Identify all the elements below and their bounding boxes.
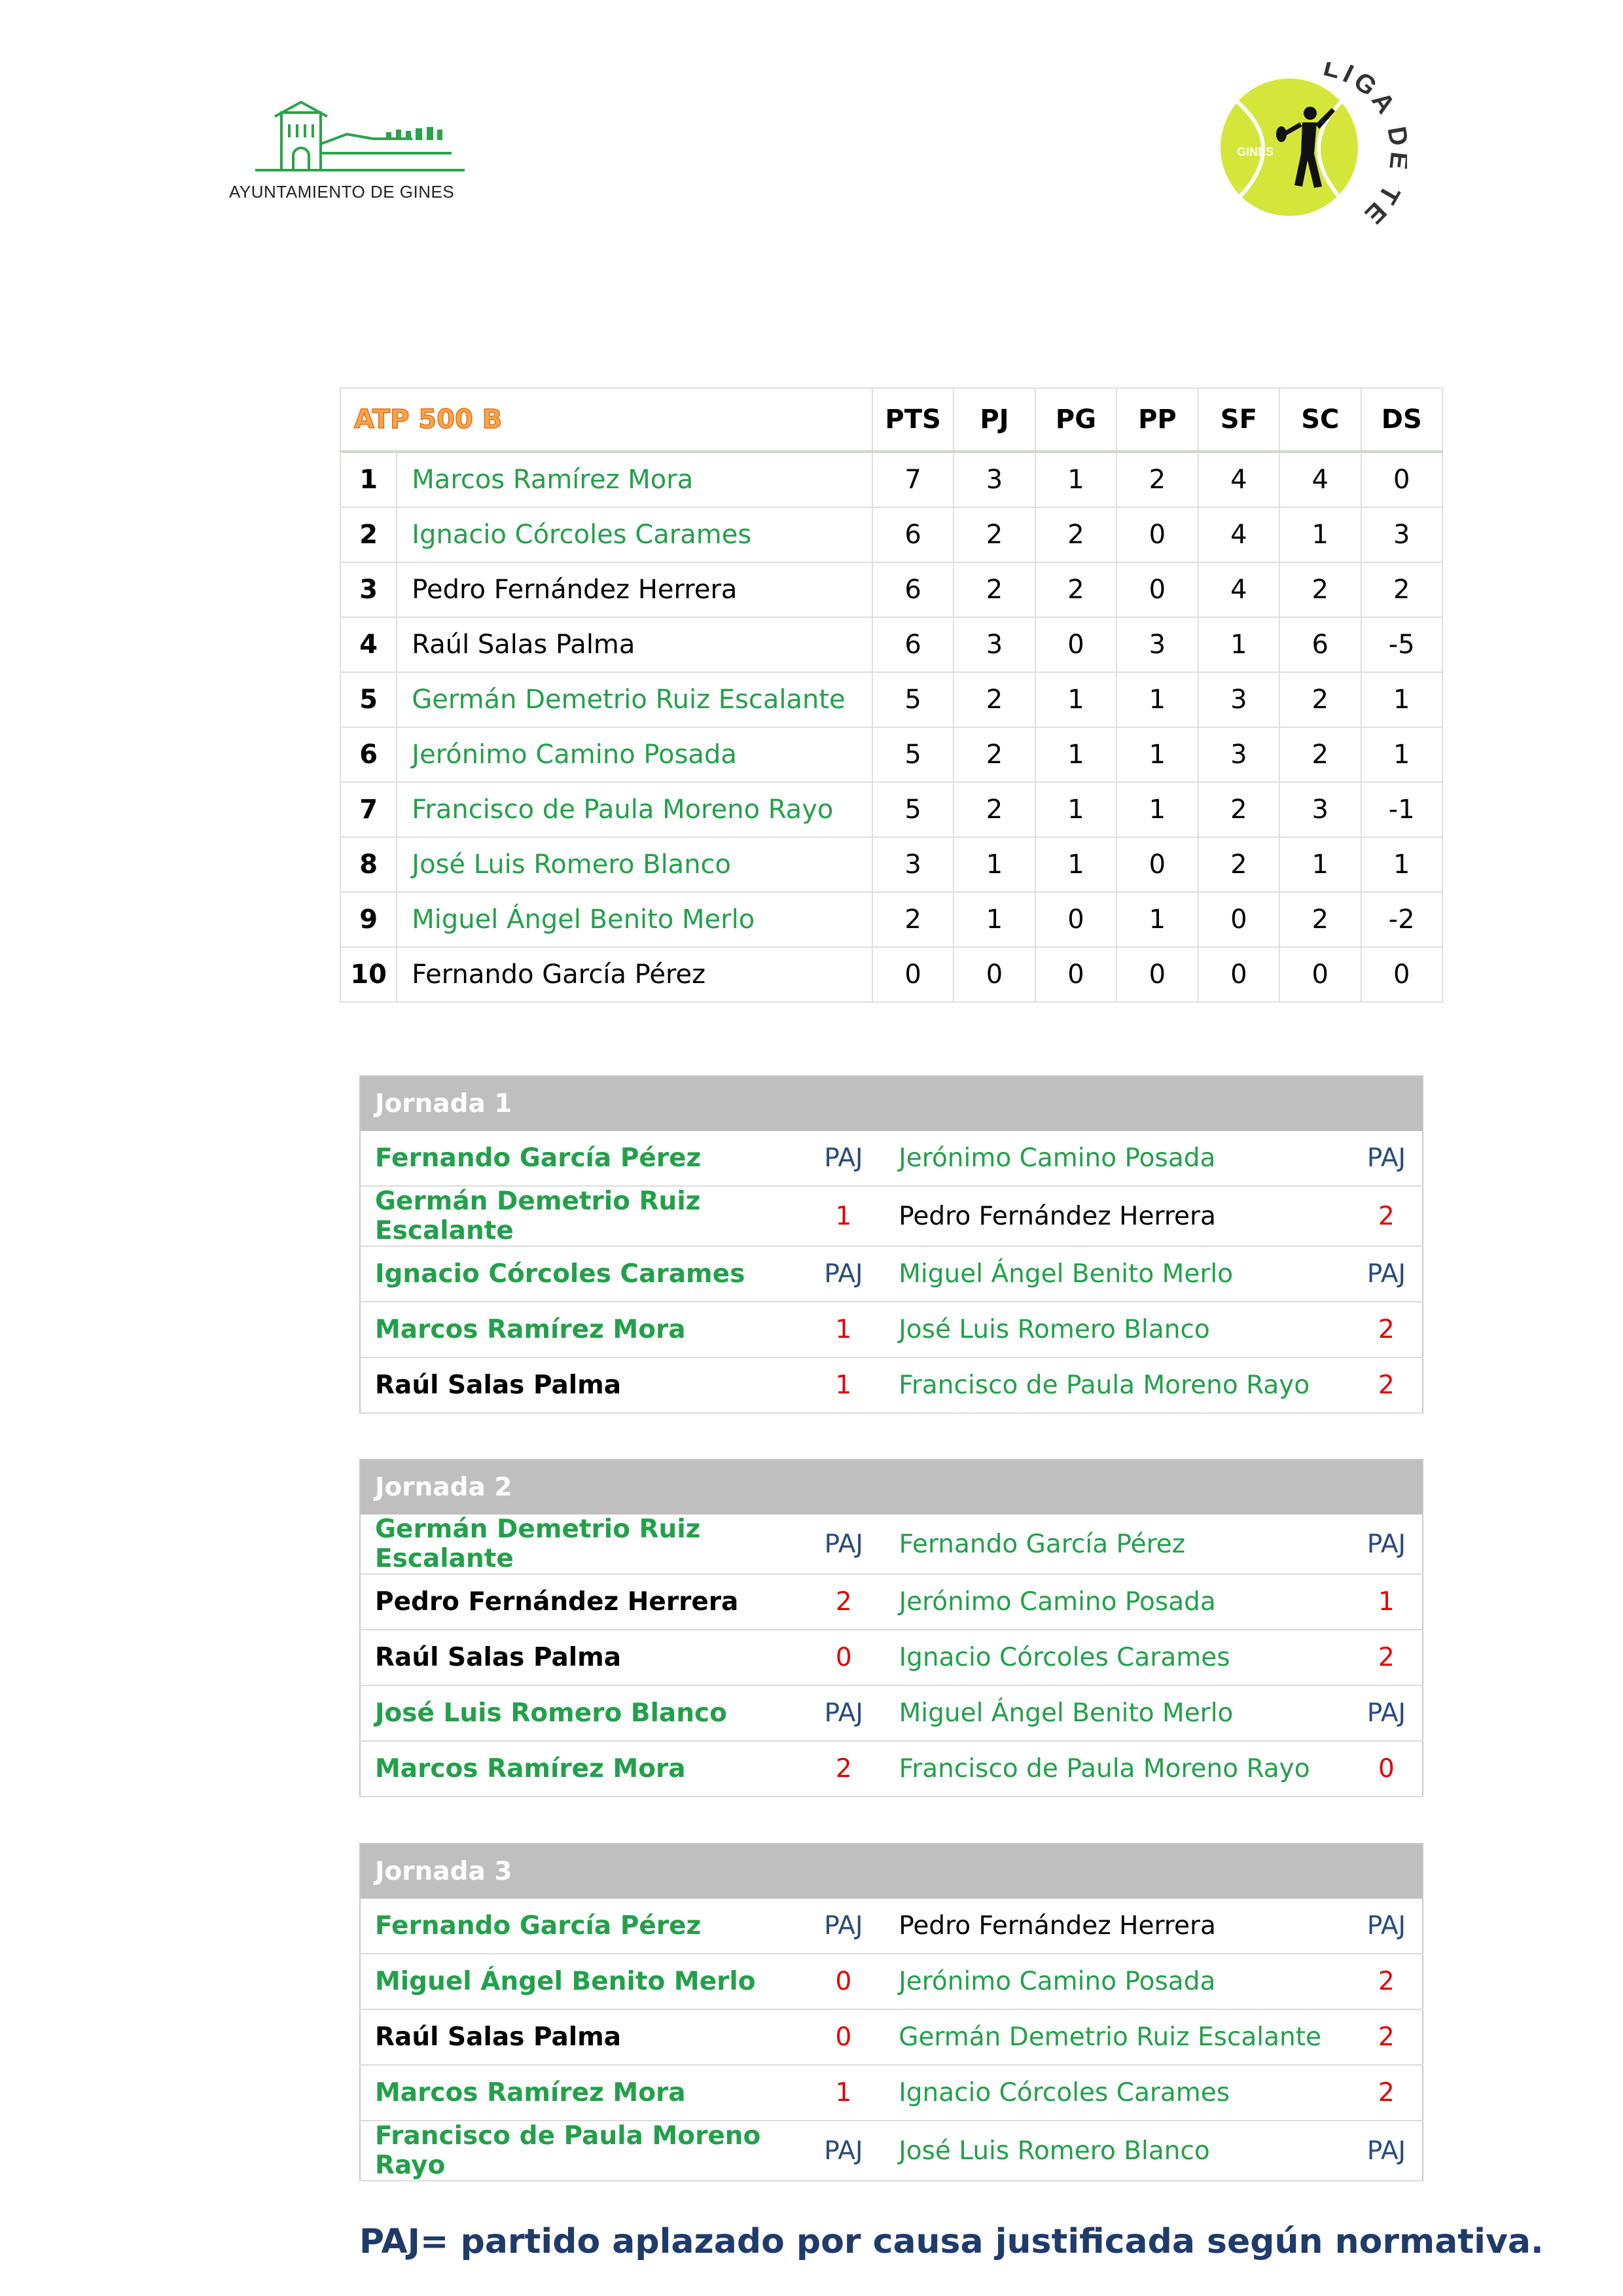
- match-player-home: José Luis Romero Blanco: [360, 1685, 802, 1741]
- standings-stat-pts: 6: [872, 617, 954, 672]
- standings-stat-sf: 0: [1198, 892, 1279, 947]
- standings-title: ATP 500 B: [340, 388, 872, 452]
- round-header-row: [360, 1844, 1423, 1899]
- standings-player-name: Miguel Ángel Benito Merlo: [397, 892, 872, 947]
- standings-stat-ds: 3: [1361, 507, 1443, 562]
- standings-stat-pts: 7: [872, 452, 954, 507]
- standings-stat-pp: 3: [1116, 617, 1198, 672]
- standings-stat-pj: 2: [954, 507, 1035, 562]
- match-row: [360, 1131, 1423, 1186]
- logo-arc-text: LIGA TE: [1320, 62, 1406, 232]
- standings-stat-sc: 2: [1279, 892, 1361, 947]
- round-header-row: [360, 1076, 1423, 1131]
- standings-row: [340, 672, 1442, 727]
- standings-row: [340, 452, 1442, 507]
- col-pp: PP: [1116, 388, 1198, 452]
- match-player-away: Francisco de Paula Moreno Rayo: [886, 1741, 1351, 1797]
- match-player-away: José Luis Romero Blanco: [885, 2121, 1351, 2181]
- match-row: [360, 1186, 1423, 1246]
- standings-stat-sc: 2: [1279, 727, 1361, 782]
- match-row: [360, 1954, 1423, 2009]
- match-player-home: Marcos Ramírez Mora: [360, 2065, 802, 2121]
- standings-stat-sc: 6: [1279, 617, 1361, 672]
- match-player-away: Ignacio Córcoles Carames: [885, 2065, 1351, 2121]
- standings-stat-pp: 0: [1116, 562, 1198, 617]
- standings-position: 4: [340, 617, 397, 672]
- standings-stat-pj: 0: [954, 947, 1035, 1002]
- match-score-away: PAJ: [1351, 1685, 1423, 1741]
- standings-stat-pj: 3: [954, 617, 1035, 672]
- match-player-away: Pedro Fernández Herrera: [885, 1899, 1351, 1954]
- standings-position: 7: [340, 782, 397, 837]
- standings-player-name: Pedro Fernández Herrera: [397, 562, 872, 617]
- match-player-away: Fernando García Pérez: [886, 1515, 1351, 1574]
- col-pj: PJ: [954, 388, 1035, 452]
- standings-stat-sf: 3: [1198, 727, 1279, 782]
- standings-stat-pg: 0: [1035, 892, 1116, 947]
- standings-position: 10: [340, 947, 397, 1002]
- standings-stat-pts: 5: [872, 727, 954, 782]
- standings-stat-sf: 2: [1198, 837, 1279, 892]
- match-score-home: PAJ: [802, 1246, 886, 1302]
- match-player-home: Raúl Salas Palma: [360, 1357, 802, 1413]
- standings-stat-pts: 6: [872, 562, 954, 617]
- standings-position: 2: [340, 507, 397, 562]
- standings-stat-pj: 2: [954, 562, 1035, 617]
- standings-player-name: Francisco de Paula Moreno Rayo: [397, 782, 872, 837]
- match-score-home: PAJ: [802, 1515, 886, 1574]
- standings-stat-pp: 0: [1116, 837, 1198, 892]
- standings-row: [340, 947, 1442, 1002]
- match-row: [360, 2065, 1423, 2121]
- col-sf: SF: [1198, 388, 1279, 452]
- match-score-away: 2: [1351, 1954, 1423, 2009]
- match-score-away: PAJ: [1351, 1246, 1423, 1302]
- standings-player-name: Ignacio Córcoles Carames: [397, 507, 872, 562]
- match-row: [360, 1574, 1423, 1630]
- standings-stat-ds: 1: [1361, 727, 1443, 782]
- standings-position: 8: [340, 837, 397, 892]
- match-player-away: Jerónimo Camino Posada: [885, 1131, 1351, 1186]
- match-player-home: Fernando García Pérez: [360, 1899, 802, 1954]
- standings-header-row: [340, 388, 1442, 452]
- standings-player-name: Raúl Salas Palma: [397, 617, 872, 672]
- standings-player-name: Marcos Ramírez Mora: [397, 452, 872, 507]
- round-header-row: [360, 1460, 1423, 1515]
- match-score-home: 0: [802, 1630, 886, 1685]
- standings-stat-pp: 1: [1116, 892, 1198, 947]
- standings-player-name: Fernando García Pérez: [397, 947, 872, 1002]
- standings-stat-pp: 1: [1116, 727, 1198, 782]
- standings-stat-pj: 3: [954, 452, 1035, 507]
- standings-stat-ds: 0: [1361, 452, 1443, 507]
- standings-stat-pj: 2: [954, 727, 1035, 782]
- match-player-away: Jerónimo Camino Posada: [885, 1954, 1351, 2009]
- town-hall-icon: [255, 98, 465, 180]
- match-score-home: 0: [802, 1954, 886, 2009]
- match-score-home: PAJ: [802, 2121, 886, 2181]
- match-score-away: 2: [1351, 1357, 1423, 1413]
- match-player-home: Germán Demetrio Ruiz Escalante: [360, 1186, 802, 1246]
- standings-position: 5: [340, 672, 397, 727]
- match-player-home: Raúl Salas Palma: [360, 1630, 802, 1685]
- match-score-home: 2: [802, 1741, 886, 1797]
- liga-de-tenis-logo: [1198, 62, 1407, 239]
- match-score-home: 1: [802, 1357, 886, 1413]
- round-title: Jornada 1: [360, 1076, 1423, 1131]
- match-player-home: Fernando García Pérez: [360, 1131, 802, 1186]
- round-table-1: [359, 1075, 1423, 1414]
- standings-stat-pts: 2: [872, 892, 954, 947]
- match-row: [360, 1357, 1423, 1413]
- standings-stat-sc: 2: [1279, 562, 1361, 617]
- standings-stat-pg: 1: [1035, 452, 1116, 507]
- standings-stat-pj: 1: [954, 837, 1035, 892]
- match-score-away: PAJ: [1351, 1899, 1423, 1954]
- match-player-home: Pedro Fernández Herrera: [360, 1574, 802, 1630]
- standings-stat-pts: 5: [872, 782, 954, 837]
- standings-stat-ds: 0: [1361, 947, 1443, 1002]
- round-table-3: [359, 1843, 1423, 2181]
- standings-stat-sf: 0: [1198, 947, 1279, 1002]
- match-score-home: PAJ: [802, 1131, 886, 1186]
- match-score-away: 2: [1351, 1186, 1423, 1246]
- match-player-home: Miguel Ángel Benito Merlo: [360, 1954, 802, 2009]
- standings-row: [340, 782, 1442, 837]
- match-player-home: Francisco de Paula Moreno Rayo: [360, 2121, 802, 2181]
- standings-player-name: José Luis Romero Blanco: [397, 837, 872, 892]
- standings-stat-pg: 0: [1035, 617, 1116, 672]
- standings-stat-pg: 2: [1035, 507, 1116, 562]
- standings-row: [340, 617, 1442, 672]
- match-row: [360, 2009, 1423, 2065]
- standings-stat-sf: 4: [1198, 562, 1279, 617]
- match-player-away: Germán Demetrio Ruiz Escalante: [885, 2009, 1351, 2065]
- standings-stat-sf: 2: [1198, 782, 1279, 837]
- standings-stat-pj: 1: [954, 892, 1035, 947]
- standings-stat-pts: 0: [872, 947, 954, 1002]
- standings-stat-pg: 1: [1035, 672, 1116, 727]
- match-row: [360, 1741, 1423, 1797]
- standings-row: [340, 562, 1442, 617]
- match-score-away: 2: [1351, 1630, 1423, 1685]
- match-player-away: Francisco de Paula Moreno Rayo: [885, 1357, 1351, 1413]
- match-player-away: Ignacio Córcoles Carames: [886, 1630, 1351, 1685]
- match-row: [360, 1630, 1423, 1685]
- standings-position: 3: [340, 562, 397, 617]
- match-row: [360, 2121, 1423, 2181]
- standings-stat-pp: 2: [1116, 452, 1198, 507]
- match-player-away: Pedro Fernández Herrera: [885, 1186, 1351, 1246]
- match-player-away: José Luis Romero Blanco: [885, 1302, 1351, 1357]
- standings-stat-sc: 0: [1279, 947, 1361, 1002]
- col-pg: PG: [1035, 388, 1116, 452]
- standings-stat-pg: 2: [1035, 562, 1116, 617]
- match-score-away: 1: [1351, 1574, 1423, 1630]
- standings-stat-pp: 0: [1116, 507, 1198, 562]
- match-score-away: PAJ: [1351, 2121, 1423, 2181]
- match-row: [360, 1899, 1423, 1954]
- standings-stat-sc: 3: [1279, 782, 1361, 837]
- standings-row: [340, 892, 1442, 947]
- match-score-home: PAJ: [802, 1899, 886, 1954]
- standings-position: 9: [340, 892, 397, 947]
- standings-stat-pg: 1: [1035, 782, 1116, 837]
- match-score-away: 2: [1351, 2065, 1423, 2121]
- standings-stat-pts: 3: [872, 837, 954, 892]
- standings-stat-pg: 0: [1035, 947, 1116, 1002]
- footnote: PAJ= partido aplazado por causa justificada según normativa.: [359, 2222, 1544, 2261]
- standings-stat-sc: 1: [1279, 837, 1361, 892]
- standings-stat-ds: 2: [1361, 562, 1443, 617]
- match-score-away: 2: [1351, 1302, 1423, 1357]
- standings-stat-pts: 6: [872, 507, 954, 562]
- standings-stat-pj: 2: [954, 672, 1035, 727]
- standings-table: [340, 387, 1443, 1003]
- standings-position: 6: [340, 727, 397, 782]
- standings-stat-sc: 1: [1279, 507, 1361, 562]
- match-score-home: 0: [802, 2009, 886, 2065]
- standings-stat-pp: 0: [1116, 947, 1198, 1002]
- standings-stat-pj: 2: [954, 782, 1035, 837]
- standings-player-name: Germán Demetrio Ruiz Escalante: [397, 672, 872, 727]
- ayuntamiento-logo: [223, 98, 484, 209]
- standings-stat-ds: -2: [1361, 892, 1443, 947]
- col-ds: DS: [1361, 388, 1443, 452]
- standings-stat-pg: 1: [1035, 837, 1116, 892]
- standings-row: [340, 837, 1442, 892]
- match-player-home: Germán Demetrio Ruiz Escalante: [360, 1515, 802, 1574]
- standings-stat-ds: 1: [1361, 672, 1443, 727]
- match-score-away: PAJ: [1351, 1131, 1423, 1186]
- match-score-home: 2: [802, 1574, 886, 1630]
- standings-stat-sf: 1: [1198, 617, 1279, 672]
- match-score-home: PAJ: [802, 1685, 886, 1741]
- match-score-home: 1: [802, 1302, 886, 1357]
- match-score-away: 2: [1351, 2009, 1423, 2065]
- standings-row: [340, 727, 1442, 782]
- standings-position: 1: [340, 452, 397, 507]
- standings-stat-sf: 4: [1198, 507, 1279, 562]
- standings-stat-ds: -5: [1361, 617, 1443, 672]
- round-title: Jornada 3: [360, 1844, 1423, 1899]
- match-row: [360, 1246, 1423, 1302]
- match-score-away: 0: [1351, 1741, 1423, 1797]
- standings-stat-sc: 2: [1279, 672, 1361, 727]
- match-row: [360, 1302, 1423, 1357]
- col-pts: PTS: [872, 388, 954, 452]
- ayuntamiento-caption: AYUNTAMIENTO DE GINES: [229, 182, 455, 202]
- col-sc: SC: [1279, 388, 1361, 452]
- standings-stat-pts: 5: [872, 672, 954, 727]
- standings-stat-pp: 1: [1116, 672, 1198, 727]
- round-title: Jornada 2: [360, 1460, 1423, 1515]
- standings-stat-sf: 3: [1198, 672, 1279, 727]
- standings-stat-ds: 1: [1361, 837, 1443, 892]
- match-score-home: 1: [802, 1186, 886, 1246]
- match-player-away: Miguel Ángel Benito Merlo: [886, 1685, 1351, 1741]
- match-score-home: 1: [802, 2065, 886, 2121]
- match-row: [360, 1685, 1423, 1741]
- logo-ball-text: GINES: [1237, 145, 1274, 158]
- match-player-away: Miguel Ángel Benito Merlo: [885, 1246, 1351, 1302]
- match-player-home: Marcos Ramírez Mora: [360, 1302, 802, 1357]
- standings-stat-pp: 1: [1116, 782, 1198, 837]
- match-player-home: Marcos Ramírez Mora: [360, 1741, 802, 1797]
- round-table-2: [359, 1459, 1423, 1797]
- standings-player-name: Jerónimo Camino Posada: [397, 727, 872, 782]
- standings-stat-pg: 1: [1035, 727, 1116, 782]
- match-row: [360, 1515, 1423, 1574]
- standings-stat-sc: 4: [1279, 452, 1361, 507]
- match-player-away: Jerónimo Camino Posada: [886, 1574, 1351, 1630]
- match-player-home: Ignacio Córcoles Carames: [360, 1246, 802, 1302]
- match-score-away: PAJ: [1351, 1515, 1423, 1574]
- standings-stat-ds: -1: [1361, 782, 1443, 837]
- standings-stat-sf: 4: [1198, 452, 1279, 507]
- standings-row: [340, 507, 1442, 562]
- match-player-home: Raúl Salas Palma: [360, 2009, 802, 2065]
